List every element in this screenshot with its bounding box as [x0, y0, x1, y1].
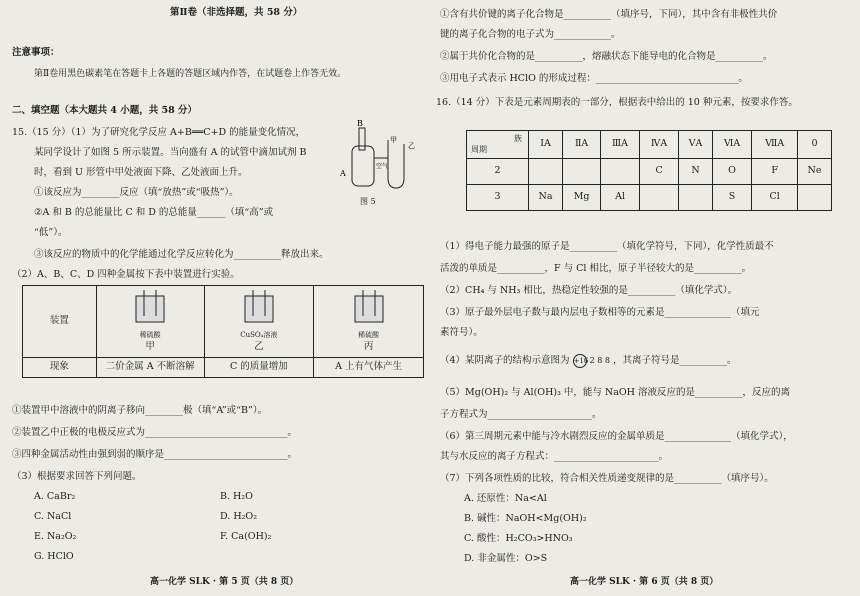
pt-header-zu: 族 [514, 134, 522, 143]
figure-label-jia: 甲 [390, 136, 397, 144]
row-header-device: 装置 [23, 286, 97, 358]
q16-2: （2）CH₄ 与 NH₃ 相比，热稳定性较强的是__________（填化学式）。 [440, 285, 738, 296]
device-yi-name: 乙 [254, 341, 264, 353]
pt-cell: F [752, 159, 798, 185]
q16-4 [440, 354, 737, 369]
q16-5a: （5）Mg(OH)₂ 与 Al(OH)₃ 中，能与 NaOH 溶液反应的是__________，反应的离 [440, 387, 790, 398]
q15-3-item-2: ②属于共价化合物的是__________，熔融状态下能导电的化合物是__________。 [440, 51, 773, 62]
pt-group: ⅠA [529, 131, 563, 159]
q16-option-d: D. 非金属性：O>S [464, 553, 548, 564]
pt-cell [679, 185, 712, 211]
pt-header-zhouqi: 周期 [471, 144, 487, 154]
q15-3-item-3: ③用电子式表示 HClO 的形成过程：______________________________。 [440, 73, 748, 84]
q15-2-item-1: ①装置甲中溶液中的阴离子移向________极（填“A”或“B”）。 [12, 405, 268, 416]
device-bing-name: 丙 [363, 341, 374, 353]
pt-cell: Al [601, 185, 640, 211]
beaker-bing-icon [349, 288, 389, 324]
ion-nucleus: +16 [573, 354, 587, 368]
q15-item-1: ①该反应为________反应（填“放热”或“吸热”）。 [34, 187, 239, 198]
figure-label-air: 空气 [376, 163, 389, 170]
q16-7: （7）下列各项性质的比较，符合相关性质递变规律的是__________（填序号）。 [440, 473, 774, 484]
experiment-table [22, 285, 424, 378]
pt-corner [467, 131, 529, 159]
pt-cell [563, 159, 601, 185]
figure-5-apparatus [332, 118, 422, 208]
pt-cell [798, 185, 832, 211]
figure-caption: 图 5 [360, 197, 376, 206]
q16-3b: 素符号）。 [440, 327, 483, 338]
pt-cell: Na [529, 185, 563, 211]
pt-cell [601, 159, 640, 185]
q15-part2: （2）A、B、C、D 四种金属按下表中装置进行实验。 [12, 269, 240, 280]
option-d: D. H₂O₂ [220, 511, 258, 522]
device-bing-solution: 稀硫酸 [358, 330, 380, 339]
option-c: C. NaCl [34, 511, 72, 522]
q15-item-2a: ②A 和 B 的总能量比 C 和 D 的总能量______（填“高”或 [34, 207, 274, 218]
option-b: B. H₂O [220, 491, 253, 502]
pt-cell: Cl [752, 185, 798, 211]
q16-option-a: A. 还原性：Na<Al [464, 493, 547, 504]
pt-group: ⅡA [563, 131, 601, 159]
pt-period: 3 [467, 185, 529, 211]
q15-intro-3: 时，看到 U 形管中甲处液面下降、乙处液面上升。 [34, 167, 248, 178]
q15-intro-1: 15.（15 分）（1）为了研究化学反应 A+B══C+D 的能量变化情况， [12, 127, 306, 138]
option-g: G. HClO [34, 551, 74, 562]
pt-cell: C [639, 159, 678, 185]
pt-cell: O [712, 159, 752, 185]
pt-group: 0 [798, 131, 832, 159]
page-6-footer: 高一化学 SLK · 第 6 页（共 8 页） [570, 577, 719, 588]
phenomenon-jia: 二价金属 A 不断溶解 [96, 358, 204, 378]
periodic-table [466, 130, 832, 211]
device-bing [314, 286, 424, 358]
q15-2-item-2: ②装置乙中正极的电极反应式为______________________________。 [12, 427, 298, 438]
figure-label-b: B [357, 119, 363, 128]
figure-label-yi: 乙 [408, 142, 415, 150]
pt-group: ⅥA [712, 131, 752, 159]
q16-option-c: C. 酸性：H₂CO₃>HNO₃ [464, 533, 573, 544]
q16-6a: （6）第三周期元素中能与冷水剧烈反应的金属单质是______________（填化学式）， [440, 431, 793, 442]
page-5-footer: 高一化学 SLK · 第 5 页（共 8 页） [150, 577, 299, 588]
phenomenon-yi: C 的质量增加 [204, 358, 314, 378]
pt-cell: S [712, 185, 752, 211]
ion-shells: 2 8 8 [589, 356, 610, 365]
q16-1b: 活泼的单质是__________，F 与 Cl 相比，原子半径较大的是__________。 [440, 263, 751, 274]
beaker-yi-icon [239, 288, 279, 324]
device-jia [96, 286, 204, 358]
device-jia-solution: 稀硫酸 [139, 330, 161, 339]
device-yi-solution: CuSO₄溶液 [240, 330, 278, 339]
q15-2-item-3: ③四种金属活动性由强到弱的顺序是__________________________。 [12, 449, 298, 460]
pt-cell: Mg [563, 185, 601, 211]
q16-6b: 其与水反应的离子方程式：______________________。 [440, 451, 669, 462]
pt-cell: Ne [798, 159, 832, 185]
pt-group: ⅢA [601, 131, 640, 159]
q15-intro-2: 某同学设计了如图 5 所示装置。当向盛有 A 的试管中滴加试剂 B [34, 147, 307, 158]
phenomenon-bing: A 上有气体产生 [314, 358, 424, 378]
option-a: A. CaBr₂ [34, 491, 76, 502]
pt-period: 2 [467, 159, 529, 185]
q15-3-item-1a: ①含有共价键的离子化合物是__________（填序号，下同），其中含有非极性共价 [440, 9, 778, 20]
q16-intro: 16.（14 分）下表是元素周期表的一部分，根据表中给出的 10 种元素，按要求作答。 [436, 97, 798, 108]
q16-4-suffix: ，其离子符号是__________。 [613, 355, 737, 366]
pt-cell: N [679, 159, 712, 185]
q16-1a: （1）得电子能力最强的原子是__________（填化学符号，下同），化学性质最不 [440, 241, 774, 252]
page-6 [430, 0, 860, 596]
q16-4-prefix: （4）某阴离子的结构示意图为 [440, 355, 570, 366]
section-title: 第Ⅱ卷（非选择题，共 58 分） [170, 7, 303, 18]
pt-group: ⅦA [752, 131, 798, 159]
part-heading: 二、填空题（本大题共 4 小题，共 58 分） [12, 105, 198, 116]
notice-heading: 注意事项： [12, 47, 60, 58]
figure-label-a: A [340, 169, 346, 178]
row-header-phenomenon: 现象 [23, 358, 97, 378]
pt-cell [529, 159, 563, 185]
option-f: F. Ca(OH)₂ [220, 531, 272, 542]
option-e: E. Na₂O₂ [34, 531, 77, 542]
q16-5b: 子方程式为______________________。 [440, 409, 602, 420]
device-yi [204, 286, 314, 358]
notice-text: 第Ⅱ卷用黑色碳素笔在答题卡上各题的答题区域内作答，在试题卷上作答无效。 [34, 69, 347, 79]
q15-item-3: ③该反应的物质中的化学能通过化学反应转化为__________释放出来。 [34, 249, 329, 260]
q15-3-item-1b: 键的离子化合物的电子式为____________。 [440, 29, 621, 40]
beaker-jia-icon [130, 288, 170, 324]
pt-cell [639, 185, 678, 211]
pt-group: ⅣA [639, 131, 678, 159]
q16-option-b: B. 碱性：NaOH<Mg(OH)₂ [464, 513, 587, 524]
device-jia-name: 甲 [145, 341, 155, 353]
pt-group: ⅤA [679, 131, 712, 159]
q16-3a: （3）原子最外层电子数与最内层电子数相等的元素是______________（填元 [440, 307, 760, 318]
q15-part3: （3）根据要求回答下列问题。 [12, 471, 142, 482]
q15-item-2b: “低”）。 [34, 227, 68, 238]
